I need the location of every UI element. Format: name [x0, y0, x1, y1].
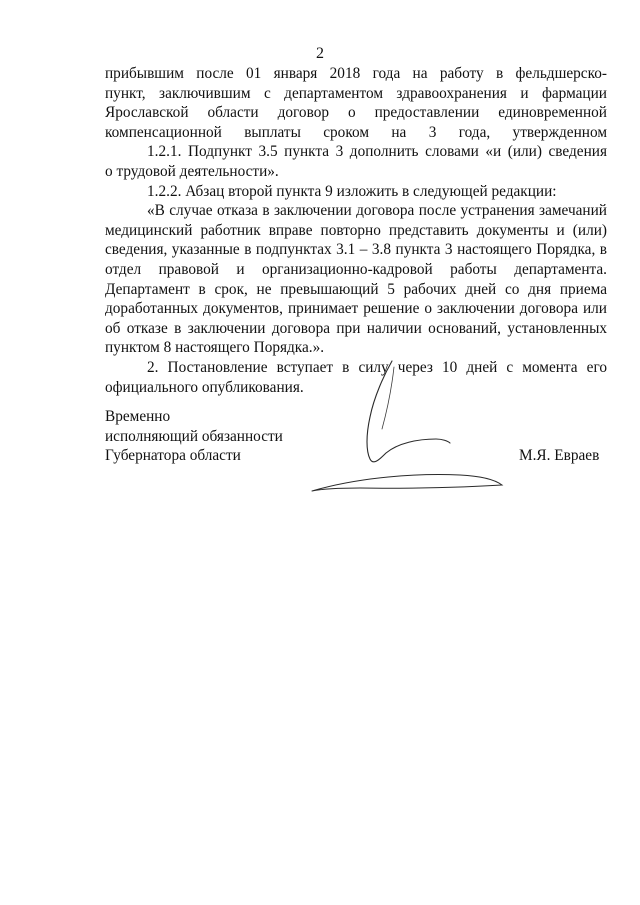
text-line: 1.2.1. Подпункт 3.5 пункта 3 дополнить словами «и (или) сведения [147, 143, 607, 161]
text-line: Департамент в срок, не превышающий 5 рабочих дней со дня приема [105, 280, 607, 298]
text-line: «В случае отказа в заключении договора после устранения замечаний [147, 202, 607, 220]
text-line: официального опубликования. [105, 378, 304, 396]
text-line: 2. Постановление вступает в силу через 10 дней с момента его [147, 358, 607, 376]
text-line: пунктом 8 настоящего Порядка.». [105, 339, 325, 357]
signature-stroke [367, 361, 450, 462]
text-line: отдел правовой и организационно-кадровой работы департамента. [105, 260, 607, 278]
text-line: 1.2.2. Абзац второй пункта 9 изложить в следующей редакции: [147, 182, 557, 200]
text-line: прибывшим после 01 января 2018 года на работу в фельдшерско- [105, 65, 607, 82]
signatory-title-line: Губернатора области [105, 447, 241, 465]
text-line: медицинский работник вправе повторно представить документы и (или) [105, 221, 607, 239]
document-body [105, 64, 607, 397]
signatory-name: М.Я. Евраев [519, 447, 600, 464]
text-line: пункт, заключившим с департаментом здравоохранения и фармации [105, 84, 607, 102]
text-line: об отказе в заключении договора при наличии оснований, установленных [105, 319, 607, 337]
signature-underline [312, 475, 502, 491]
signatory-title [105, 407, 283, 466]
signatory-title-line: Временно [105, 408, 171, 425]
text-line: сведения, указанные в подпунктах 3.1 – 3.8 пункта 3 настоящего Порядка, в [105, 241, 607, 259]
page-number: 2 [316, 45, 324, 62]
text-line: компенсационной выплаты сроком на 3 года, утвержденном [105, 123, 607, 141]
handwritten-signature [300, 355, 510, 505]
text-line: о трудовой деятельности». [105, 162, 279, 180]
signatory-title-line: исполняющий обязанности [105, 427, 283, 445]
text-line: Ярославской области договор о предоставлении единовременной [105, 104, 607, 122]
text-line: доработанных документов, принимает решение о заключении договора или [105, 300, 607, 318]
